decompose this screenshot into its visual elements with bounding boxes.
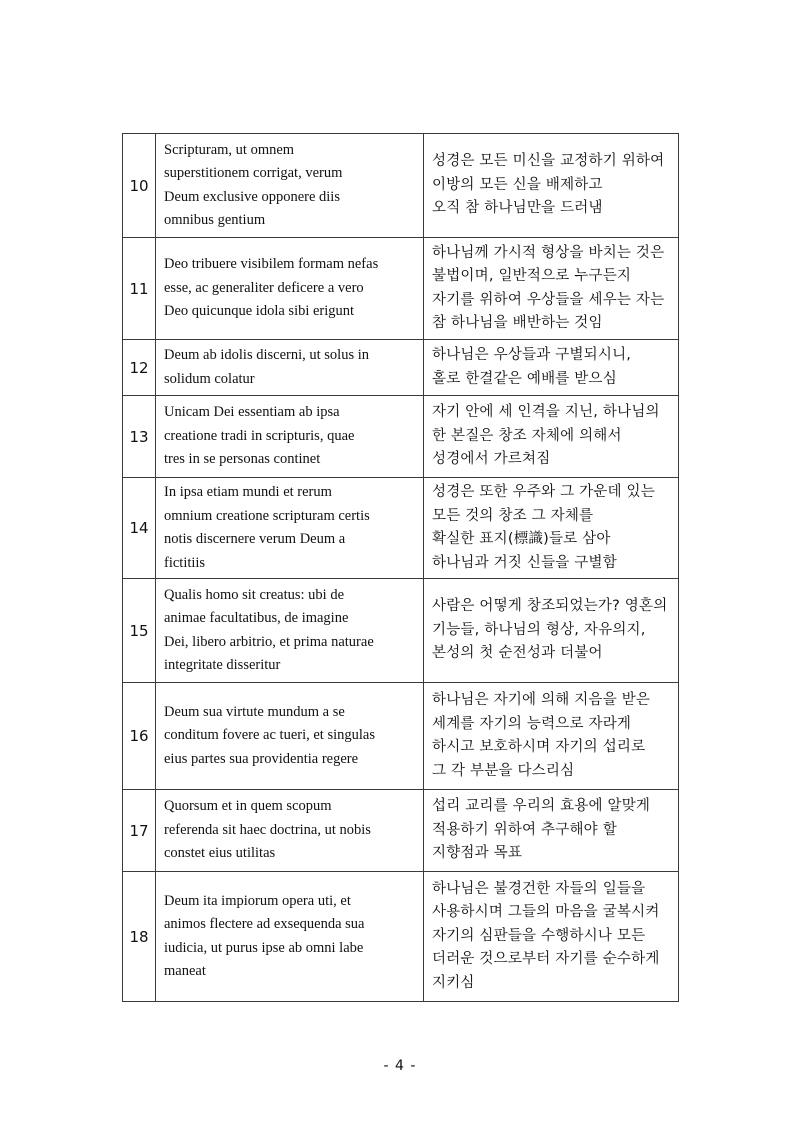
latin-line: Deo tribuere visibilem formam nefas [164,256,379,273]
korean-line: 적용하기 위하여 추구해야 할 [432,821,617,838]
latin-line: Scripturam, ut omnem [164,141,295,158]
korean-line: 사용하시며 그들의 마음을 굴복시켜 [432,904,660,921]
korean-line: 본성의 첫 순전성과 더불어 [432,645,603,662]
latin-line: esse, ac generaliter deficere a vero [164,279,364,296]
korean-line: 하나님은 우상들과 구별되시니, [432,347,632,363]
korean-translation-cell [424,238,679,340]
chapter-table-body [123,134,679,1002]
latin-line: solidum colatur [164,370,255,387]
latin-line: conditum fovere ac tueri, et singulas [164,727,375,744]
latin-line: iudicia, ut purus ipse ab omni labe [164,939,364,956]
korean-line: 하나님은 불경건한 자들의 일들을 [432,880,646,897]
korean-line: 성경에서 가르쳐짐 [432,451,551,468]
korean-translation-cell [424,579,679,683]
korean-translation-cell [424,683,679,790]
korean-line: 모든 것의 창조 그 자체를 [432,507,594,524]
korean-line: 자기의 심판들을 수행하시나 모든 [432,927,646,944]
row-number: 12 [123,340,156,396]
table-row [123,872,679,1002]
korean-line: 섭리 교리를 우리의 효용에 알맞게 [432,798,651,815]
latin-line: animos flectere ad exsequenda sua [164,916,365,932]
latin-line: Deum exclusive opponere diis [164,188,340,205]
row-number: 18 [123,872,156,1002]
korean-line: 세계를 자기의 능력으로 자라게 [432,715,632,732]
table-row [123,396,679,478]
korean-line: 지향점과 목표 [432,845,523,862]
korean-translation-cell [424,340,679,396]
korean-line: 하시고 보호하시며 자기의 섭리로 [432,739,646,755]
korean-translation-cell [424,134,679,238]
korean-line: 더러운 것으로부터 자기를 순수하게 [432,951,660,968]
korean-line: 이방의 모든 신을 배제하고 [432,176,603,193]
table-row [123,134,679,238]
latin-line: maneat [164,963,206,979]
latin-line: superstitionem corrigat, verum [164,165,343,181]
latin-title-cell [156,872,424,1002]
row-number: 13 [123,396,156,478]
korean-line: 확실한 표지(標識)들로 삼아 [432,531,611,547]
korean-line: 성경은 모든 미신을 교정하기 위하여 [432,153,665,170]
latin-line: omnibus gentium [164,212,266,228]
korean-translation-cell [424,872,679,1002]
korean-line: 하나님께 가시적 형상을 바치는 것은 [432,244,665,261]
latin-title-cell [156,478,424,579]
latin-line: eius partes sua providentia regere [164,750,359,767]
latin-line: fictitiis [164,554,206,571]
latin-title-cell [156,579,424,683]
korean-line: 자기를 위하여 우상들을 세우는 자는 [432,291,665,308]
korean-translation-cell [424,396,679,478]
korean-line: 자기 안에 세 인격을 지닌, 하나님의 [432,404,660,421]
table-row [123,790,679,872]
table-row [123,683,679,790]
latin-title-cell [156,683,424,790]
latin-line: notis discernere verum Deum a [164,531,346,547]
latin-title-cell [156,790,424,872]
row-number: 17 [123,790,156,872]
latin-line: Deum ita impiorum opera uti, et [164,892,351,909]
latin-line: Qualis homo sit creatus: ubi de [164,586,345,603]
latin-line: Unicam Dei essentiam ab ipsa [164,404,340,421]
korean-line: 불법이며, 일반적으로 누구든지 [432,268,632,284]
korean-line: 오직 참 하나님만을 드러냄 [432,200,603,217]
latin-line: Deum ab idolis discerni, ut solus in [164,347,369,363]
table-row [123,340,679,396]
korean-line: 한 본질은 창조 자체에 의해서 [432,427,622,444]
korean-line: 사람은 어떻게 창조되었는가? 영혼의 [432,598,668,615]
korean-line: 성경은 또한 우주와 그 가운데 있는 [432,484,655,500]
latin-line: referenda sit haec doctrina, ut nobis [164,821,371,838]
latin-line: Quorsum et in quem scopum [164,798,332,815]
page-number: - 4 - [383,1058,417,1074]
latin-line: omnium creatione scripturam certis [164,507,370,524]
latin-line: creatione tradi in scripturis, quae [164,427,355,444]
korean-line: 참 하나님을 배반하는 것임 [432,315,603,331]
row-number: 10 [123,134,156,238]
latin-line: constet eius utilitas [164,845,276,862]
latin-line: Deo quicunque idola sibi erigunt [164,303,355,320]
korean-line: 지키심 [432,974,475,991]
latin-line: Deum sua virtute mundum a se [164,703,345,720]
korean-line: 하나님은 자기에 의해 지음을 받은 [432,692,651,708]
latin-line: integritate disseritur [164,657,281,673]
row-number: 11 [123,238,156,340]
korean-translation-cell [424,790,679,872]
latin-line: In ipsa etiam mundi et rerum [164,484,332,500]
korean-line: 기능들, 하나님의 형상, 자유의지, [432,621,646,638]
latin-title-cell [156,396,424,478]
row-number: 14 [123,478,156,579]
table-row [123,238,679,340]
table-row [123,478,679,579]
latin-title-cell [156,340,424,396]
latin-title-cell [156,134,424,238]
latin-line: animae facultatibus, de imagine [164,610,349,626]
korean-line: 홀로 한결같은 예배를 받으심 [432,370,617,387]
korean-line: 그 각 부분을 다스리심 [432,762,575,779]
korean-translation-cell [424,478,679,579]
table-row [123,579,679,683]
korean-line: 하나님과 거짓 신들을 구별함 [432,554,617,571]
latin-line: Dei, libero arbitrio, et prima naturae [164,633,374,650]
latin-line: tres in se personas continet [164,451,321,468]
latin-title-cell [156,238,424,340]
row-number: 16 [123,683,156,790]
row-number: 15 [123,579,156,683]
chapter-table [122,133,679,1002]
